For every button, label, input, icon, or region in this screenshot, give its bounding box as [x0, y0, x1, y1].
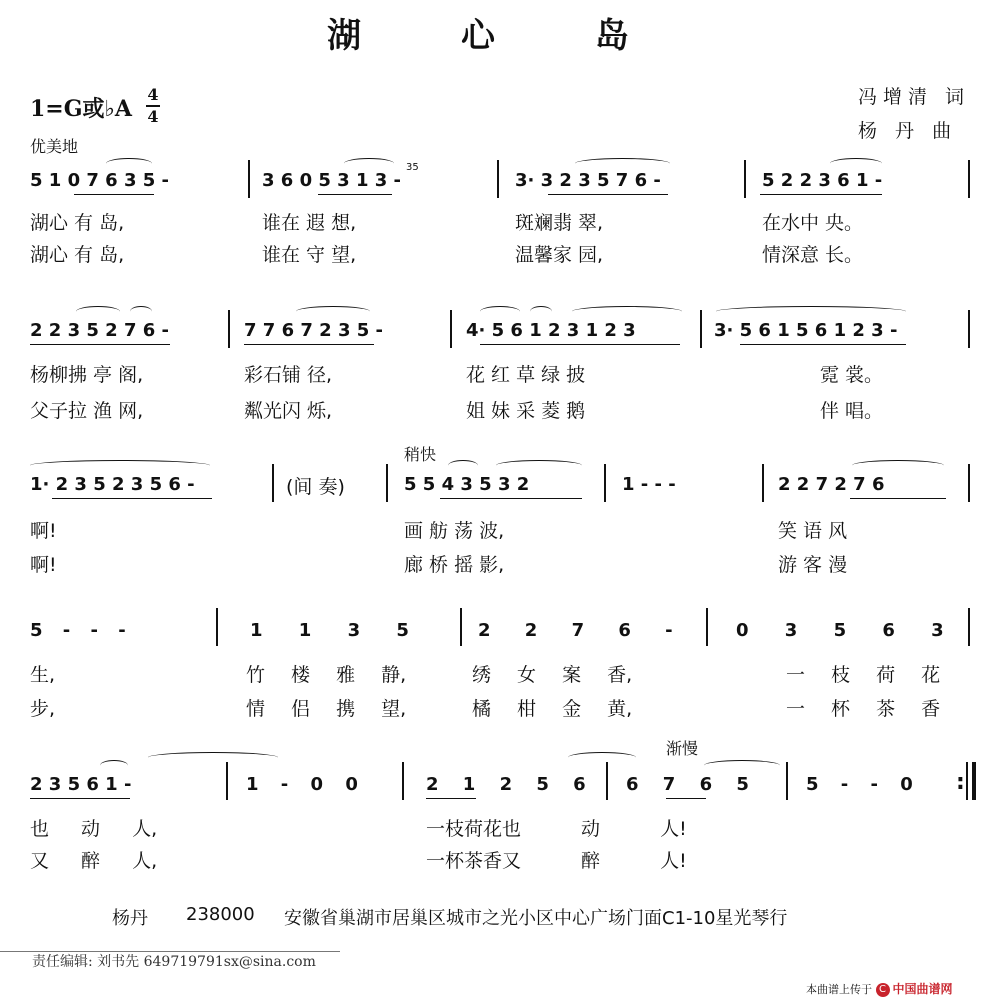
measure: 5 - - - [30, 620, 126, 641]
lyric: 一 枝 荷 花 [786, 664, 941, 686]
lyric: 湖心 有 岛, [30, 244, 125, 266]
site-logo-icon: C [876, 983, 890, 997]
lyric: 霓 裳。 [820, 364, 884, 386]
upload-note [806, 980, 953, 997]
lyric: 一 杯 茶 香 [786, 698, 941, 720]
measure: 7 7 6 7 2 3 5 - [244, 320, 384, 341]
key-signature: 1=G或♭A [30, 96, 132, 122]
measure: 1 1 3 5 [250, 620, 409, 641]
measure: 3· 5 6 1 5 6 1 2 3 - [714, 320, 898, 341]
lyric: 情深意 长。 [762, 244, 864, 266]
lyric: 啊! [30, 520, 57, 542]
footer-postcode: 238000 [186, 904, 255, 925]
lyric: 步, [30, 698, 56, 720]
lyric: 粼光闪 烁, [244, 400, 333, 422]
lyric: 父子拉 渔 网, [30, 400, 144, 422]
lyric: 姐 妹 采 菱 鹅 [466, 400, 586, 422]
lyric: 绣 女 案 香, [472, 664, 633, 686]
measure: 2 2 7 2 7 6 [778, 474, 885, 495]
lyric: 生, [30, 664, 56, 686]
lyric: 啊! [30, 554, 57, 576]
lyric: 杨柳拂 亭 阁, [30, 364, 144, 386]
measure: 5 1 0 7 6 3 5 - [30, 170, 170, 191]
tempo-mark: 渐慢 [666, 739, 699, 758]
measure: 5 5 4 3 5 3 2 [404, 474, 530, 495]
measure: 1· 2 3 5 2 3 5 6 - [30, 474, 195, 495]
lyric: 在水中 央。 [762, 212, 864, 234]
lyric: 谁在 遐 想, [262, 212, 357, 234]
lyric: 温馨家 园, [515, 244, 604, 266]
interlude: (间 奏) [286, 476, 345, 498]
footer-name: 杨丹 [112, 908, 148, 929]
lyric: 笑 语 风 [778, 520, 848, 542]
lyric: 也 动 人, [30, 818, 158, 840]
grace-note: 35 [406, 162, 419, 173]
lyric: 情 侣 携 望, [246, 698, 407, 720]
lyric: 竹 楼 雅 静, [246, 664, 407, 686]
site-name: 中国曲谱网 [892, 982, 953, 996]
lyric: 游 客 漫 [778, 554, 848, 576]
measure: 3 6 0 5 3 1 3 - [262, 170, 402, 191]
measure: 1 - - - [622, 474, 676, 495]
measure: 2 1 2 5 6 [426, 774, 586, 795]
lyric: 谁在 守 望, [262, 244, 357, 266]
measure: 3· 3 2 3 5 7 6 - [515, 170, 661, 191]
lyricist-credit: 冯增清 词 [858, 86, 971, 108]
measure: 0 3 5 6 3 [736, 620, 944, 641]
lyric: 一枝荷花也 动 人! [426, 818, 687, 840]
composer-credit: 杨 丹 曲 [858, 120, 958, 142]
lyric: 花 红 草 绿 披 [466, 364, 586, 386]
repeat-sign: : [956, 770, 965, 795]
lyric: 斑斓翡 翠, [515, 212, 604, 234]
measure: 5 - - 0 [806, 774, 913, 795]
lyric: 一杯茶香又 醉 人! [426, 850, 687, 872]
lyric: 又 醉 人, [30, 850, 158, 872]
meter-bottom: 4 [147, 107, 159, 126]
time-signature [146, 86, 160, 126]
lyric: 彩石铺 径, [244, 364, 333, 386]
lyric: 湖心 有 岛, [30, 212, 125, 234]
measure: 2 2 7 6 - [478, 620, 673, 641]
measure: 6 7 6 5 [626, 774, 749, 795]
measure: 4· 5 6 1 2 3 1 2 3 [466, 320, 636, 341]
measure: 5 2 2 3 6 1 - [762, 170, 883, 191]
upload-label: 本曲谱上传于 [806, 983, 872, 996]
meter-top: 4 [147, 85, 159, 104]
lyric: 廊 桥 摇 影, [404, 554, 505, 576]
lyric: 画 舫 荡 波, [404, 520, 505, 542]
page-title: 湖 心 岛 [327, 16, 673, 56]
expression-mark: 优美地 [30, 137, 79, 156]
tempo-mark: 稍快 [404, 445, 437, 464]
measure: 1 - 0 0 [246, 774, 358, 795]
measure: 2 3 5 6 1 - [30, 774, 132, 795]
editor-credit: 责任编辑: 刘书先 649719791sx@sina.com [32, 954, 316, 970]
footer-address: 安徽省巢湖市居巢区城市之光小区中心广场门面C1-10星光琴行 [284, 908, 788, 929]
measure: 2 2 3 5 2 7 6 - [30, 320, 170, 341]
lyric: 橘 柑 金 黄, [472, 698, 633, 720]
lyric: 伴 唱。 [820, 400, 884, 422]
